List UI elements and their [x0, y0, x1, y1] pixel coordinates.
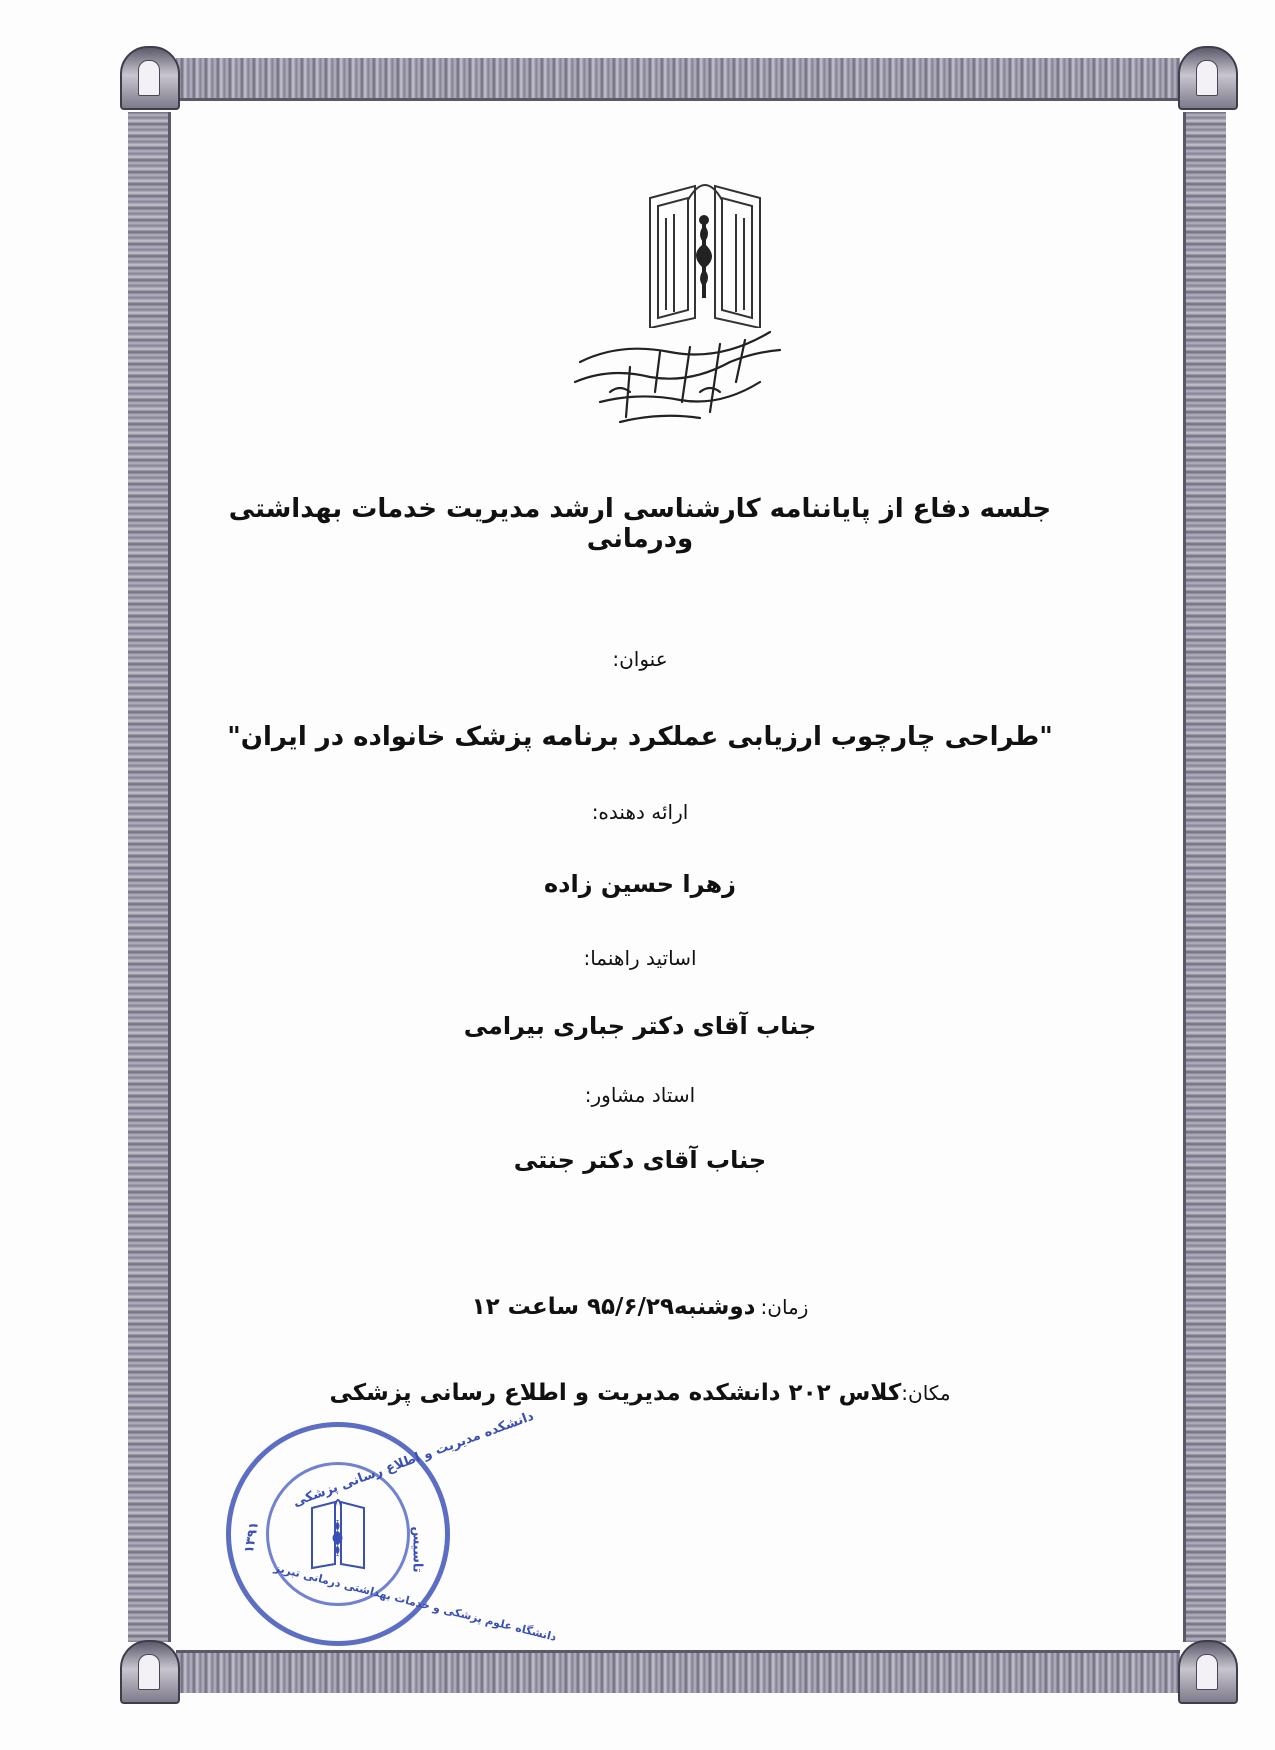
stamp-year: ۱۳۹۱	[241, 1520, 263, 1555]
presenter-name: زهرا حسین زاده	[544, 870, 736, 898]
supervisor-name: جناب آقای دکتر جباری بیرامی	[463, 1012, 817, 1040]
advisor-label: استاد مشاور:	[584, 1083, 696, 1107]
place-label: مکان:	[901, 1381, 951, 1405]
corner-ornament-top-right	[1178, 46, 1238, 110]
certificate-title: جلسه دفاع از پایاننامه کارشناسی ارشد مدیریت خدمات بهداشتی ودرمانی	[228, 494, 1052, 554]
time-line	[200, 1294, 1080, 1320]
frame-bottom-border	[176, 1653, 1180, 1693]
presenter-label: ارائه دهنده:	[591, 800, 689, 824]
frame-inner-line-top	[176, 98, 1180, 101]
time-value: دوشنبه۹۵/۶/۲۹ ساعت ۱۲	[471, 1294, 756, 1320]
stamp-bottom-text: دانشگاه علوم پزشکی و خدمات بهداشتی درمانی تبریز	[272, 1561, 558, 1644]
stamp-established-text: تاسیس	[409, 1526, 425, 1573]
frame-inner-line-right	[1183, 112, 1186, 1642]
stamp-top-text: دانشکده مدیریت و اطلاع رسانی پزشکی	[291, 1408, 536, 1511]
frame-left-border	[128, 112, 168, 1642]
frame-inner-line-left	[168, 112, 171, 1642]
topic-label: عنوان:	[612, 647, 668, 671]
frame-inner-line-bottom	[176, 1650, 1180, 1653]
supervisor-label: اساتید راهنما:	[583, 946, 697, 970]
frame-right-border	[1186, 112, 1226, 1642]
corner-ornament-top-left	[120, 46, 180, 110]
advisor-name: جناب آقای دکتر جنتی	[513, 1146, 767, 1174]
place-value: کلاس ۲۰۲ دانشکده مدیریت و اطلاع رسانی پزشکی	[329, 1380, 902, 1406]
time-label: زمان:	[760, 1295, 809, 1319]
official-stamp	[226, 1408, 558, 1646]
place-line	[200, 1380, 1080, 1406]
faculty-calligraphy-logo	[560, 322, 790, 442]
university-logo-icon	[640, 178, 770, 328]
corner-ornament-bottom-left	[120, 1640, 180, 1704]
stamp-logo-icon	[308, 1498, 368, 1570]
corner-ornament-bottom-right	[1178, 1640, 1238, 1704]
topic-value: "طراحی چارچوب ارزیابی عملکرد برنامه پزشک خانواده در ایران"	[227, 722, 1053, 752]
frame-top-border	[176, 58, 1180, 98]
